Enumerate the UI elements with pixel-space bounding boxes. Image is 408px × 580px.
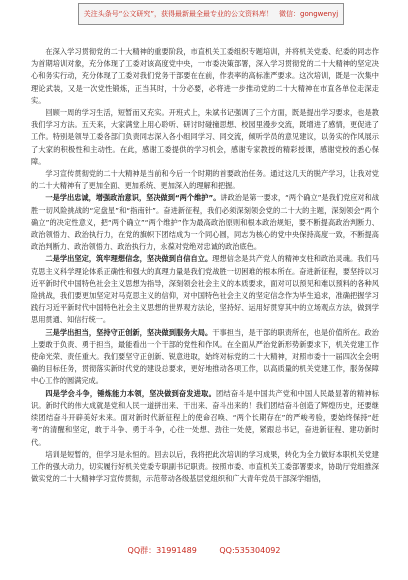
paragraph-review [31, 107, 379, 168]
paragraph-text: 学习宣传贯彻党的二十大精神是当前和今后一个时期的首要政治任务。通过这几天的脱产学习，让我对党的二十大精神有了更加全面、更加系统、更加深入的理解和把握。 [31, 169, 379, 191]
footer-contact [0, 545, 408, 556]
banner-text: 关注头条号“公文研究”，获得最新最全最专业的公文资料库！ [83, 10, 274, 18]
paragraph-summary [31, 168, 379, 192]
paragraph-lead: 四是学会斗争，锤炼能力本领，坚决做到奋发进取。 [45, 388, 217, 398]
paragraph-point-2 [31, 253, 379, 326]
footer-qq-group: QQ群：31991489 [127, 546, 197, 555]
paragraph-text: 培训是短暂的，但学习是永恒的。回去以后，我将把此次培训的学习成果，转化为全力做好本职机关党建工作的强大动力，切实履行好机关党委专职副书记职责。按照市委、市直机关工委部署要求，协助厅党组推深做实党的二十大精神学习宣传贯彻，示范带动各级基层党组织和广大青年党员干部深学细悟， [31, 449, 379, 484]
paragraph-lead: 一是学出忠诚，增强政治意识，坚决做到“两个维护”。 [45, 193, 221, 203]
paragraph-lead: 三是学出担当，坚持守正创新，坚决做到服务大局。 [45, 327, 213, 337]
paragraph-text: 在深入学习贯彻党的二十大精神的重要阶段，市直机关工委组织专题培训，并将机关党委、纪委的同志作为首期培训对象，充分体现了工委对该高度党中央，一市委决策部署，深入学习贯彻党的二十大精神的坚定决心和务实行动，充分体现了工委对我们党务干部要在在前，作表率的高标准严要求。这次培训，既是一次集中理论武装，又是一次党性锻炼，正当其时，十分必要，必将进一步推动党的二十大精神在市直各单位走深走实。 [31, 47, 379, 105]
paragraph-point-3 [31, 327, 379, 388]
paragraph-point-1 [31, 192, 379, 253]
paragraph-closing [31, 449, 379, 486]
paragraph-text: 理想信念是共产党人的精神支柱和政治灵魂。我们马克思主义科学理论体系正确性和强大的真理力量是我们党战胜一切困难的根本所在。奋进新征程，要坚持以习近平新时代中国特色社会主义思想为指导，深刻领会社会主义的本质要求，面对可以预见和难以预料的各种风险挑战，我们要更加坚定对马克思主义的信仰，对中国特色社会主义的坚定信念作为毕生追求，准确把握学习践行习近平新时代中国特色社会主义思想的世界观方法论，坚持好、运用好贯穿其中的立场观点方法，做到学思用贯通、知信行统一。 [31, 254, 379, 325]
footer-qq: QQ:535304092 [219, 546, 281, 555]
banner-wechat: 微信：gongwenyj [279, 10, 339, 18]
promo-banner [78, 3, 344, 25]
paragraph-intro [31, 46, 379, 107]
paragraph-text: 回顾一周的学习生活，短暂而又充实。开班式上，朱斌书记强调了三个方面，既是提出学习要求，也是教我们学习方法。五天来，大家满堂上用心聆听、研讨时碰撞思想、校园里漫步交流，既增进了感情，更促进了工作。特别是领导工委各部门负责同志深入各小组同学习、同交流，倾听学员的意见建议，以务实的作风展示了大家的积极性和主动性。在此，感谢工委提供的学习机会，感谢专家教授的精彩授课，感谢党校的悉心保障。 [31, 108, 379, 166]
document-body [31, 46, 379, 485]
paragraph-text: 讲政治是第一要求，“两个确立”是我们党应对和战胜一切风险挑战的“定盘星”和“指南针”。奋进新征程，我们必须深刻领会党的二十大的主题，深刻领会“两个确立”的决定性意义，把“两个确立”“两个维护”作为最高政治原则和根本政治规矩，要不断提高政治判断力、政治领悟力、政治执行力，在党的旗帜下团结成为一个同心圆，同志为核心的党中央保持高度一致，不断提高政治判断力、政治领悟力、政治执行力，永葆对党绝对忠诚的政治底色。 [31, 193, 380, 252]
paragraph-lead: 二是学出坚定，筑牢理想信念，坚决做到自信自立。 [45, 254, 213, 264]
paragraph-text: 干事担当，是干部的职责所在，也是价值所在。政治上要敢于负责、勇于担当，最能看出一个干部的党性和作风。在全面从严治党新形势新要求下，机关党建工作使命光荣、责任重大。我们要坚守正创新、锐意进取，始终对标党的二十大精神，对照市委十一届四次全会明确的目标任务，贯彻落实新时代党的建设总要求，更好地推动各项工作，以高质量的机关党建工作，服务保障中心工作的圆满完成。 [31, 327, 379, 386]
paragraph-text: 团结奋斗是中国共产党和中国人民最显著的精神标识。新时代的伟大成就是党和人民一道拼出来、干出来、奋斗出来的！我们团结奋斗创造了辉煌历史，还要继续团结奋斗开辟美好未来。面对新时代新征程上的使命召唤、“两个长期存在”的严峻考验，要始终保持“赶考”的清醒和坚定，敢于斗争、勇于斗争，心往一处想、劲往一处使，紧跟总书记，奋进新征程、建功新时代。 [31, 388, 379, 447]
paragraph-point-4 [31, 388, 379, 449]
